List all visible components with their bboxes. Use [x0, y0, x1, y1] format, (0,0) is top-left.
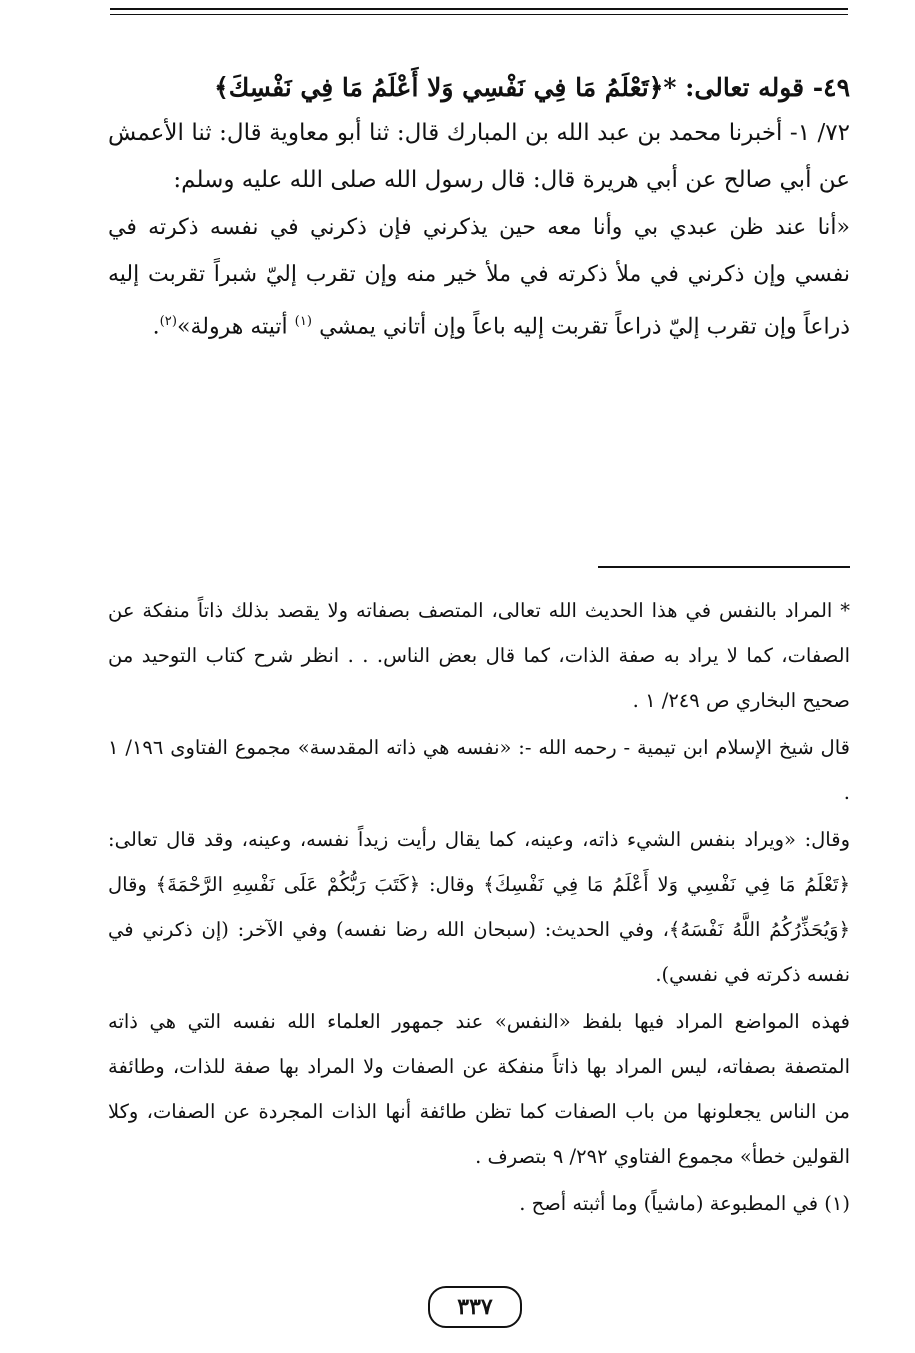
hadith-end: أتيته هرولة»: [177, 314, 288, 340]
footnotes: [108, 588, 850, 1228]
footnote-ibn-taymiyya: قال شيخ الإسلام ابن تيمية - رحمه الله -: «نفسه هي ذاته المقدسة» مجموع الفتاوى ١٩٦/ ١ .: [108, 736, 850, 804]
isnad-paragraph: ٧٢/ ١- أخبرنا محمد بن عبد الله بن المبارك قال: ثنا أبو معاوية قال: ثنا الأعمش عن أبي صالح عن أبي هريرة قال: قال رسول الله صلى الله عليه وسلم:: [108, 120, 851, 193]
hadith-tail: .: [152, 314, 160, 340]
section-heading: ٤٩- قوله تعالى: *﴿تَعْلَمُ مَا فِي نَفْسِي وَلا أَعْلَمُ مَا فِي نَفْسِكَ﴾: [214, 73, 850, 102]
main-text: [108, 66, 850, 350]
header-rule-bottom: [110, 14, 848, 15]
hadith-text: «أنا عند ظن عبدي بي وأنا معه حين يذكرني فإن ذكرني في نفسه ذكرته في نفسي وإن ذكرني في ملأ ذكرته في ملأ خير منه وإن تقرب إليّ شبراً تقربت إليه ذراعاً وإن تقرب إليّ ذراعاً تقربت إليه باعاً وإن أتاني يمشي: [108, 215, 850, 340]
hadith-paragraph: [108, 204, 850, 350]
footnote-separator: [598, 566, 850, 568]
footnote-quote: وقال: «ويراد بنفس الشيء ذاته، وعينه، كما يقال رأيت زيداً نفسه، وعينه، وقد قال تعالى: ﴿تَعْلَمُ مَا فِي نَفْسِي وَلا أَعْلَمُ مَا فِي نَفْسِكَ﴾ وقال: ﴿كَتَبَ رَبُّكُمْ عَلَى نَفْسِهِ الرَّحْمَةَ﴾ وقال ﴿وَيُحَذِّرُكُمُ اللَّهُ نَفْسَهُ﴾، وفي الحديث: (سبحان الله رضا نفسه) وفي الآخر: (إن ذكرني في نفسه ذكرته في نفسي).: [108, 828, 850, 986]
footnote-quote-cont: فهذه المواضع المراد فيها بلفظ «النفس» عند جمهور العلماء الله نفسه التي هي ذاته المتصفة بصفاته، ليس المراد بها ذاتاً منفكة عن الصفات ولا المراد بها صفة للذات، وطائفة من الناس يجعلونها من باب الصفات كما تظن طائفة أنها الذات المجردة عن الصفات، وكلا القولين خطأ» مجموع الفتاوي ٢٩٢/ ٩ بتصرف .: [108, 1010, 850, 1168]
footnote-1: (١) في المطبوعة (ماشياً) وما أثبته أصح .: [519, 1192, 850, 1215]
footnote-star: * المراد بالنفس في هذا الحديث الله تعالى، المتصف بصفاته ولا يقصد بذلك ذاتاً منفكة عن الصفات، كما لا يراد به صفة الذات، كما قال بعض الناس. . . انظر شرح كتاب التوحيد من صحيح البخاري ص ٢٤٩/ ١ .: [108, 599, 850, 712]
page-number: [428, 1286, 522, 1328]
page-number-text: ٣٣٧: [457, 1294, 493, 1320]
header-rule-top: [110, 8, 848, 10]
footnote-ref-1: (١): [294, 314, 313, 329]
footnote-ref-2: (٢): [159, 314, 178, 329]
